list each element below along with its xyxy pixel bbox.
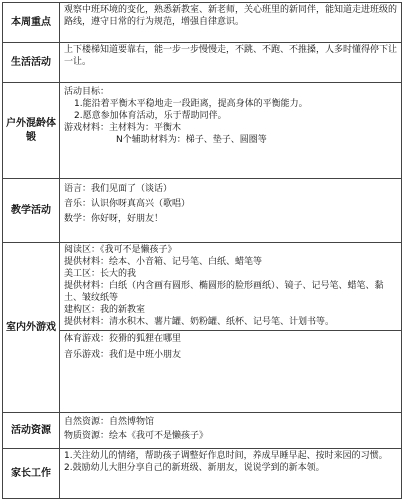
row-games — [3, 243, 402, 413]
natural-resources: 自然资源：自然博物馆 — [64, 417, 155, 427]
goal-item-2: 2.愿意参加体育活动，乐于帮助同伴。 — [74, 111, 227, 121]
art-materials: 提供材料：白纸（内含画有圆形、椭圆形的脸形画纸）、镜子、记号笔、蜡笔、黏土、皱纹纸等 — [64, 281, 384, 303]
weekly-focus-text: 观察中班环境的变化，熟悉新教室、新老师，关心班里的新同伴，能知道走进班级的路线，遵守日常的行为规范，增强自律意识。 — [60, 3, 402, 43]
resources-cell — [60, 413, 402, 449]
row-parents — [3, 449, 402, 499]
goal-item-1: 1.能沿着平衡木平稳地走一段距离，提高身体的平衡能力。 — [74, 99, 308, 109]
reading-materials: 提供材料：绘本、小音箱、记号笔、白纸、蜡笔等 — [64, 257, 263, 267]
row-outdoor-exercise — [3, 83, 402, 179]
construction-materials: 提供材料：清水积木、薯片罐、奶粉罐、纸杯、记号笔、计划书等。 — [64, 317, 335, 327]
teaching-line-language: 语言：我们见面了（谈话） — [64, 184, 173, 194]
label-parents: 家长工作 — [3, 449, 60, 499]
music-game: 音乐游戏：我们是中班小朋友 — [64, 350, 182, 360]
material-aux: N个辅助材料为：梯子、垫子、圆圈等 — [116, 135, 267, 145]
label-resources: 活动资源 — [3, 413, 60, 449]
teaching-line-math: 数学：你好呀，好朋友！ — [64, 214, 164, 224]
daily-life-text: 上下楼梯知道要靠右，能一步一步慢慢走，不跳、不跑、不推搡，人多时懂得停下让一让。 — [60, 43, 402, 83]
label-daily-life: 生活活动 — [3, 43, 60, 83]
label-outdoor-exercise: 户外混龄体锻 — [3, 83, 60, 179]
row-weekly-focus — [3, 3, 402, 43]
row-daily-life — [3, 43, 402, 83]
reading-area: 阅读区：《我可不是懒孩子》 — [64, 245, 177, 255]
games-divider — [60, 330, 401, 331]
label-games: 室内外游戏 — [3, 243, 60, 413]
weekly-plan-table — [2, 2, 402, 499]
sports-game: 体育游戏：狡猾的狐狸在哪里 — [64, 334, 182, 344]
label-teaching: 教学活动 — [3, 179, 60, 243]
goal-title: 活动目标： — [64, 87, 110, 97]
teaching-line-music: 音乐：认识你呀真高兴（歌唱） — [64, 199, 191, 209]
label-weekly-focus: 本周重点 — [3, 3, 60, 43]
art-area: 美工区：长大的我 — [64, 269, 137, 279]
parents-cell — [60, 449, 402, 499]
teaching-cell — [60, 179, 402, 243]
parents-item-2: 2.鼓励幼儿大胆分享自己的新班级、新朋友，说说学到的新本领。 — [64, 463, 325, 473]
games-cell — [60, 243, 402, 413]
outdoor-exercise-cell — [60, 83, 402, 179]
row-teaching — [3, 179, 402, 243]
construction-area: 建构区：我的新教室 — [64, 305, 146, 315]
material-main: 游戏材料：主材料为：平衡木 — [64, 123, 182, 133]
material-resources: 物质资源：绘本《我可不是懒孩子》 — [64, 431, 209, 441]
parents-item-1: 1.关注幼儿的情绪，帮助孩子调整好作息时间，养成早睡早起、按时来园的习惯。 — [64, 451, 388, 461]
row-resources — [3, 413, 402, 449]
